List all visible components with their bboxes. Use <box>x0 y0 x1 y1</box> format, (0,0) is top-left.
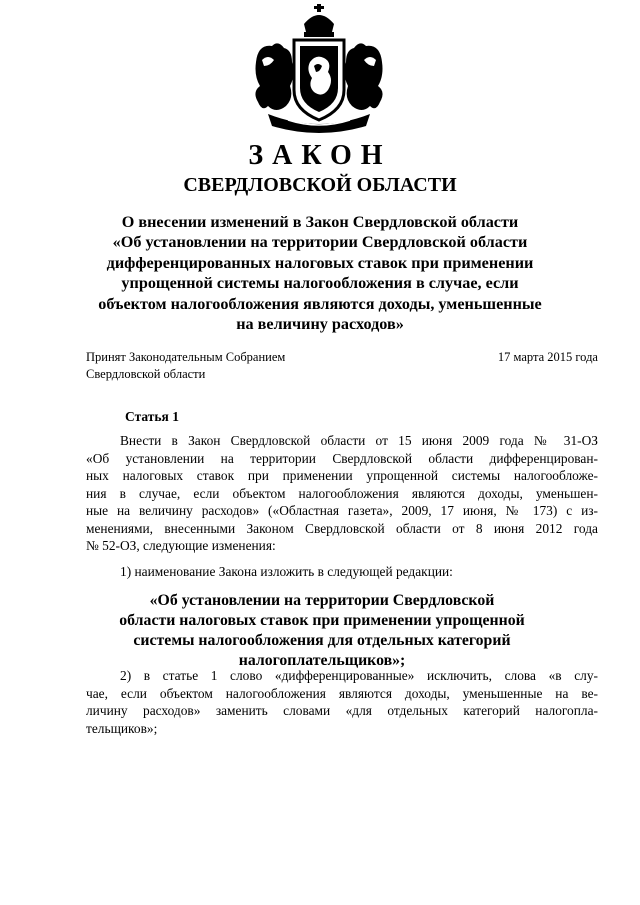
article-item-2 <box>86 667 598 737</box>
heading-line: объектом налогообложения являются доходы, уменьшенные <box>98 294 542 313</box>
article-item-1: 1) наименование Закона изложить в следующей редакции: <box>120 564 453 579</box>
adopted-line-2: Свердловской области <box>86 367 206 381</box>
text-line: ния в случае, если объектом налогообложения являются доходы, уменьшен- <box>86 485 598 501</box>
quote-line: «Об установлении на территории Свердловской <box>149 592 495 609</box>
text-line: Внести в Закон Свердловской области от 15 июня 2009 года № 31-ОЗ <box>120 433 598 448</box>
heading-line: дифференцированных налоговых ставок при применении <box>106 253 534 272</box>
heading-line: на величину расходов» <box>236 315 404 334</box>
quote-line: области налоговых ставок при применении упрощенной <box>119 612 525 629</box>
text-line: 2) в статье 1 слово «дифференцированные» исключить, слова «в слу- <box>120 668 598 683</box>
article-title: Статья 1 <box>125 409 179 424</box>
heading-line: упрощенной системы налогообложения в случае, если <box>121 274 519 293</box>
quote-line: налогоплательщиков»; <box>238 652 406 669</box>
adopted-by <box>86 349 285 383</box>
text-line: ные на величину расходов» («Областная газета», 2009, 17 июня, № 173) с из- <box>86 503 598 518</box>
document-title: ЗАКОН <box>248 140 392 171</box>
text-line: тельщиков»; <box>86 720 158 736</box>
text-line: чае, если объектом налогообложения являются доходы, уменьшенные на ве- <box>86 685 598 701</box>
coat-of-arms-icon <box>248 2 390 134</box>
document-region: СВЕРДЛОВСКОЙ ОБЛАСТИ <box>183 174 457 196</box>
text-line: № 52-ОЗ, следующие изменения: <box>86 538 276 553</box>
text-line: ных налоговых ставок при применении упрощенной системы налогообложе- <box>86 468 598 483</box>
adopted-line-1: Принят Законодательным Собранием <box>86 350 286 364</box>
text-line: личину расходов» заменить словами «для отдельных категорий налогопла- <box>86 703 598 718</box>
text-line: «Об установлении на территории Свердловской области дифференцирован- <box>86 450 598 466</box>
heading-line: «Об установлении на территории Свердловской области <box>112 233 528 252</box>
adoption-date: 17 марта 2015 года <box>497 350 598 364</box>
new-law-title-quote <box>112 591 532 671</box>
heading-line: О внесении изменений в Закон Свердловской области <box>121 213 519 231</box>
article-paragraph-1 <box>86 432 598 555</box>
text-line: менениями, внесенными Законом Свердловской области от 8 июня 2012 года <box>86 520 598 536</box>
quote-line: системы налогообложения для отдельных категорий <box>133 632 511 649</box>
law-heading <box>90 212 550 334</box>
